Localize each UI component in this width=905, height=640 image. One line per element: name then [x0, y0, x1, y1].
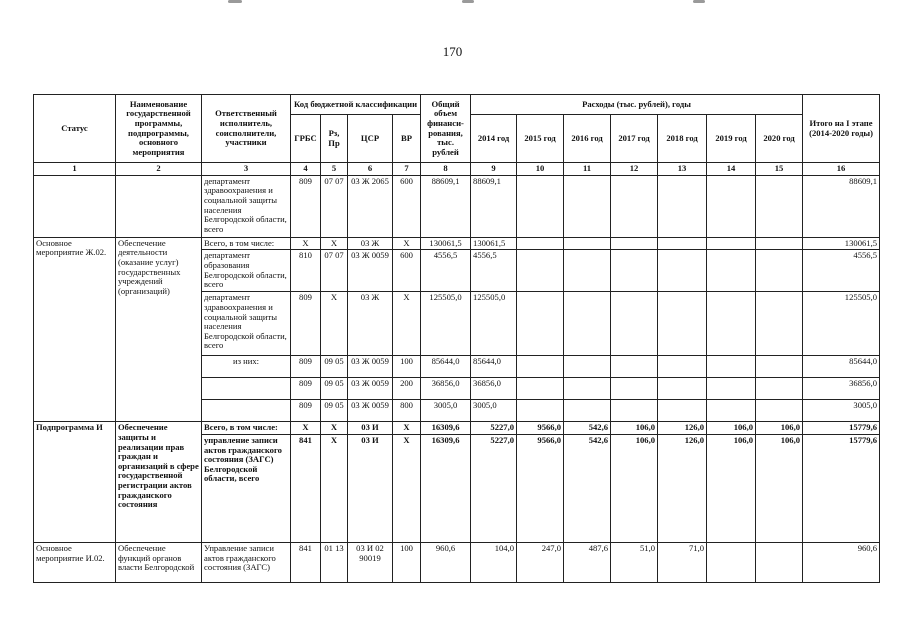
grbs-cell: Х: [291, 237, 321, 250]
stage-total-cell: 960,6: [803, 542, 880, 582]
year-2015-cell: [517, 292, 564, 356]
executor-cell: Всего, в том числе:: [202, 237, 291, 250]
csr-cell: 03 И 02 90019: [348, 542, 393, 582]
column-number: 10: [517, 163, 564, 176]
vr-cell: Х: [393, 422, 421, 435]
table-row: [34, 237, 880, 250]
stage-total-cell: 130061,5: [803, 237, 880, 250]
header-csr: ЦСР: [348, 115, 393, 163]
column-number: 4: [291, 163, 321, 176]
rzpr-cell: 09 05: [321, 356, 348, 378]
year-2016-cell: [564, 292, 611, 356]
executor-cell: [202, 400, 291, 422]
rzpr-cell: 07 07: [321, 175, 348, 237]
column-number: 13: [658, 163, 707, 176]
header-executor: Ответственный исполнитель, соисполнители, участники: [202, 95, 291, 163]
year-2020-cell: [756, 356, 803, 378]
year-2020-cell: [756, 400, 803, 422]
year-2018-cell: [658, 237, 707, 250]
year-2016-cell: [564, 250, 611, 292]
scan-artifact: [462, 0, 474, 3]
executor-cell: департамент образования Белгородской области, всего: [202, 250, 291, 292]
page-number: 170: [442, 44, 463, 59]
executor-cell: Всего, в том числе:: [202, 422, 291, 435]
total-volume-cell: 16309,6: [421, 422, 471, 435]
rzpr-cell: 09 05: [321, 378, 348, 400]
scan-artifact: [693, 0, 705, 3]
csr-cell: 03 Ж: [348, 237, 393, 250]
header-year-2017: 2017 год: [611, 115, 658, 163]
grbs-cell: 809: [291, 292, 321, 356]
executor-cell: департамент здравоохранения и социальной защиты населения Белгородской области, всего: [202, 175, 291, 237]
executor-cell: Управление записи актов гражданского состояния (ЗАГС): [202, 542, 291, 582]
column-number-row: [34, 163, 880, 176]
stage-total-cell: 125505,0: [803, 292, 880, 356]
total-volume-cell: 3005,0: [421, 400, 471, 422]
year-2019-cell: [707, 542, 756, 582]
stage-total-cell: 15779,6: [803, 422, 880, 435]
name-cell: Обеспечение функций органов власти Белгородской: [116, 542, 202, 582]
column-number: 3: [202, 163, 291, 176]
column-number: 7: [393, 163, 421, 176]
header-budget-code: Код бюджетной классификации: [291, 95, 421, 115]
vr-cell: Х: [393, 292, 421, 356]
vr-cell: Х: [393, 237, 421, 250]
rzpr-cell: Х: [321, 292, 348, 356]
column-number: 14: [707, 163, 756, 176]
year-2017-cell: 106,0: [611, 434, 658, 542]
status-cell: [34, 175, 116, 237]
year-2017-cell: [611, 175, 658, 237]
grbs-cell: 841: [291, 542, 321, 582]
rzpr-cell: Х: [321, 237, 348, 250]
stage-total-cell: 15779,6: [803, 434, 880, 542]
year-2014-cell: 85644,0: [471, 356, 517, 378]
column-number: 5: [321, 163, 348, 176]
header-vr: ВР: [393, 115, 421, 163]
column-number: 6: [348, 163, 393, 176]
year-2019-cell: [707, 400, 756, 422]
csr-cell: 03 Ж 0059: [348, 378, 393, 400]
column-number: 11: [564, 163, 611, 176]
budget-table: [33, 94, 880, 583]
year-2019-cell: [707, 237, 756, 250]
year-2020-cell: [756, 237, 803, 250]
year-2014-cell: 130061,5: [471, 237, 517, 250]
year-2015-cell: [517, 356, 564, 378]
year-2019-cell: [707, 250, 756, 292]
rzpr-cell: Х: [321, 434, 348, 542]
executor-cell: департамент здравоохранения и социальной защиты населения Белгородской области, всего: [202, 292, 291, 356]
csr-cell: 03 Ж 0059: [348, 356, 393, 378]
year-2014-cell: 5227,0: [471, 422, 517, 435]
grbs-cell: 809: [291, 356, 321, 378]
total-volume-cell: 88609,1: [421, 175, 471, 237]
rzpr-cell: 01 13: [321, 542, 348, 582]
header-expenses: Расходы (тыс. рублей), годы: [471, 95, 803, 115]
year-2020-cell: [756, 292, 803, 356]
year-2020-cell: [756, 378, 803, 400]
year-2014-cell: 125505,0: [471, 292, 517, 356]
grbs-cell: Х: [291, 422, 321, 435]
csr-cell: 03 Ж 0059: [348, 250, 393, 292]
rzpr-cell: Х: [321, 422, 348, 435]
year-2017-cell: [611, 250, 658, 292]
year-2014-cell: 104,0: [471, 542, 517, 582]
csr-cell: 03 Ж 0059: [348, 400, 393, 422]
column-number: 8: [421, 163, 471, 176]
header-name: Наименование государственной программы, подпрограммы, основного мероприятия: [116, 95, 202, 163]
year-2019-cell: 106,0: [707, 434, 756, 542]
year-2018-cell: [658, 356, 707, 378]
executor-cell: из них:: [202, 356, 291, 378]
header-year-2018: 2018 год: [658, 115, 707, 163]
vr-cell: 600: [393, 250, 421, 292]
year-2016-cell: [564, 175, 611, 237]
column-number: 12: [611, 163, 658, 176]
name-cell: Обеспечение защиты и реализации прав граждан и организаций в сфере государственной регистрации актов гражданского состояния: [116, 422, 202, 543]
year-2020-cell: 106,0: [756, 422, 803, 435]
header-year-2019: 2019 год: [707, 115, 756, 163]
header-total-volume: Общий объем финанси-рования, тыс. рублей: [421, 95, 471, 163]
vr-cell: Х: [393, 434, 421, 542]
header-total-stage: Итого на I этапе (2014-2020 годы): [803, 95, 880, 163]
year-2015-cell: 247,0: [517, 542, 564, 582]
executor-cell: [202, 378, 291, 400]
stage-total-cell: 88609,1: [803, 175, 880, 237]
stage-total-cell: 3005,0: [803, 400, 880, 422]
header-status: Статус: [34, 95, 116, 163]
grbs-cell: 809: [291, 400, 321, 422]
year-2016-cell: [564, 400, 611, 422]
grbs-cell: 809: [291, 378, 321, 400]
status-cell: Основное мероприятие Ж.02.: [34, 237, 116, 422]
column-number: 16: [803, 163, 880, 176]
year-2019-cell: [707, 356, 756, 378]
header-row: [34, 95, 880, 115]
year-2020-cell: 106,0: [756, 434, 803, 542]
year-2017-cell: [611, 356, 658, 378]
grbs-cell: 841: [291, 434, 321, 542]
grbs-cell: 809: [291, 175, 321, 237]
year-2015-cell: [517, 175, 564, 237]
year-2018-cell: 126,0: [658, 434, 707, 542]
name-cell: [116, 175, 202, 237]
year-2015-cell: [517, 378, 564, 400]
stage-total-cell: 4556,5: [803, 250, 880, 292]
total-volume-cell: 16309,6: [421, 434, 471, 542]
total-volume-cell: 36856,0: [421, 378, 471, 400]
table-row: [34, 542, 880, 582]
csr-cell: 03 И: [348, 434, 393, 542]
year-2018-cell: [658, 250, 707, 292]
year-2017-cell: [611, 292, 658, 356]
year-2018-cell: [658, 292, 707, 356]
year-2017-cell: 51,0: [611, 542, 658, 582]
year-2019-cell: [707, 175, 756, 237]
column-number: 15: [756, 163, 803, 176]
year-2018-cell: [658, 400, 707, 422]
year-2017-cell: [611, 400, 658, 422]
year-2017-cell: [611, 237, 658, 250]
header-year-2014: 2014 год: [471, 115, 517, 163]
csr-cell: 03 Ж: [348, 292, 393, 356]
column-number: 9: [471, 163, 517, 176]
year-2015-cell: [517, 250, 564, 292]
csr-cell: 03 И: [348, 422, 393, 435]
year-2015-cell: [517, 237, 564, 250]
year-2020-cell: [756, 250, 803, 292]
vr-cell: 100: [393, 356, 421, 378]
total-volume-cell: 125505,0: [421, 292, 471, 356]
year-2015-cell: 9566,0: [517, 434, 564, 542]
year-2017-cell: [611, 378, 658, 400]
year-2014-cell: 4556,5: [471, 250, 517, 292]
year-2018-cell: [658, 175, 707, 237]
year-2020-cell: [756, 542, 803, 582]
total-volume-cell: 130061,5: [421, 237, 471, 250]
stage-total-cell: 36856,0: [803, 378, 880, 400]
year-2018-cell: 71,0: [658, 542, 707, 582]
column-number: 2: [116, 163, 202, 176]
header-year-2020: 2020 год: [756, 115, 803, 163]
vr-cell: 100: [393, 542, 421, 582]
vr-cell: 600: [393, 175, 421, 237]
rzpr-cell: 07 07: [321, 250, 348, 292]
year-2017-cell: 106,0: [611, 422, 658, 435]
header-year-2015: 2015 год: [517, 115, 564, 163]
column-number: 1: [34, 163, 116, 176]
year-2016-cell: 542,6: [564, 422, 611, 435]
year-2014-cell: 5227,0: [471, 434, 517, 542]
executor-cell: управление записи актов гражданского состояния (ЗАГС) Белгородской области, всего: [202, 434, 291, 542]
year-2018-cell: [658, 378, 707, 400]
status-cell: Основное мероприятие И.02.: [34, 542, 116, 582]
year-2016-cell: [564, 356, 611, 378]
rzpr-cell: 09 05: [321, 400, 348, 422]
total-volume-cell: 85644,0: [421, 356, 471, 378]
header-rzpr: Рз, Пр: [321, 115, 348, 163]
year-2014-cell: 36856,0: [471, 378, 517, 400]
total-volume-cell: 960,6: [421, 542, 471, 582]
grbs-cell: 810: [291, 250, 321, 292]
year-2020-cell: [756, 175, 803, 237]
name-cell: Обеспечение деятельности (оказание услуг) государственных учреждений (организаций): [116, 237, 202, 422]
table-row: [34, 422, 880, 435]
year-2019-cell: [707, 378, 756, 400]
year-2016-cell: [564, 237, 611, 250]
header-year-2016: 2016 год: [564, 115, 611, 163]
year-2014-cell: 3005,0: [471, 400, 517, 422]
stage-total-cell: 85644,0: [803, 356, 880, 378]
year-2016-cell: 542,6: [564, 434, 611, 542]
year-2015-cell: [517, 400, 564, 422]
table-row: [34, 175, 880, 237]
vr-cell: 200: [393, 378, 421, 400]
status-cell: Подпрограмма И: [34, 422, 116, 543]
csr-cell: 03 Ж 2065: [348, 175, 393, 237]
year-2019-cell: [707, 292, 756, 356]
header-grbs: ГРБС: [291, 115, 321, 163]
vr-cell: 800: [393, 400, 421, 422]
year-2019-cell: 106,0: [707, 422, 756, 435]
year-2016-cell: 487,6: [564, 542, 611, 582]
scan-artifact: [228, 0, 242, 3]
year-2015-cell: 9566,0: [517, 422, 564, 435]
total-volume-cell: 4556,5: [421, 250, 471, 292]
year-2018-cell: 126,0: [658, 422, 707, 435]
year-2014-cell: 88609,1: [471, 175, 517, 237]
year-2016-cell: [564, 378, 611, 400]
